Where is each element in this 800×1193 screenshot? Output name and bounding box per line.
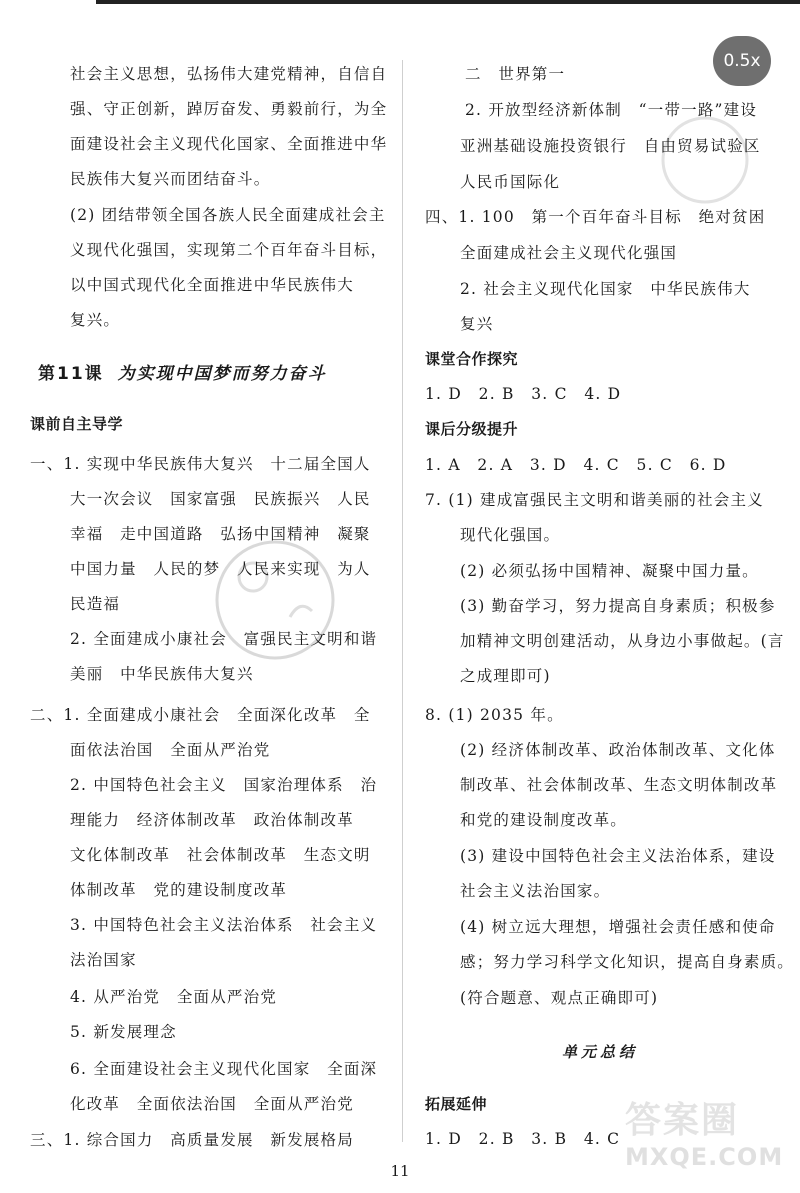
text-line: 民造福	[70, 595, 121, 613]
text-line: 4. 从严治党 全面从严治党	[70, 988, 278, 1006]
lesson-number: 第11课	[38, 364, 104, 384]
section-heading: 课堂合作探究	[425, 350, 519, 368]
lesson-heading	[38, 362, 375, 386]
text-line: (3) 勤奋学习，努力提高自身素质；积极参	[460, 597, 776, 615]
text-line: 人民币国际化	[460, 173, 561, 191]
text-line: (3) 建设中国特色社会主义法治体系，建设	[460, 847, 776, 865]
text-line: 美丽 中华民族伟大复兴	[70, 665, 254, 683]
text-line: 5. 新发展理念	[70, 1023, 177, 1041]
page-number: 11	[390, 1162, 410, 1180]
text-line: 体制改革 党的建设制度改革	[70, 881, 288, 899]
text-line: (2) 团结带领全国各族人民全面建成社会主	[70, 206, 386, 224]
text-line: 2. 社会主义现代化国家 中华民族伟大	[460, 280, 751, 298]
lesson-title: 为实现中国梦而努力奋斗	[117, 364, 327, 384]
section-heading: 课后分级提升	[425, 420, 519, 438]
text-line: 加精神文明创建活动，从身边小事做起。(言	[460, 632, 785, 650]
text-line: 复兴	[460, 315, 494, 333]
column-divider	[402, 60, 403, 1142]
text-line: (4) 树立远大理想，增强社会责任感和使命	[460, 918, 776, 936]
text-line: 现代化强国。	[460, 526, 561, 544]
text-line: 制改革、社会体制改革、生态文明体制改革	[460, 776, 778, 794]
text-line: 亚洲基础设施投资银行 自由贸易试验区	[460, 137, 761, 155]
text-line: 6. 全面建设社会主义现代化国家 全面深	[70, 1060, 378, 1078]
text-line: (2) 必须弘扬中国精神、凝聚中国力量。	[460, 562, 759, 580]
text-line: 化改革 全面依法治国 全面从严治党	[70, 1095, 354, 1113]
text-line: 民族伟大复兴而团结奋斗。	[70, 170, 271, 188]
text-line: 面依法治国 全面从严治党	[70, 741, 271, 759]
text-line: 文化体制改革 社会体制改革 生态文明	[70, 846, 371, 864]
text-line: 三、1. 综合国力 高质量发展 新发展格局	[30, 1131, 354, 1149]
text-line: 以中国式现代化全面推进中华民族伟大	[70, 276, 354, 294]
text-line: 之成理即可)	[460, 667, 551, 685]
text-line: 四、1. 100 第一个百年奋斗目标 绝对贫困	[425, 208, 766, 226]
unit-summary-heading: 单元总结	[561, 1043, 638, 1061]
text-line: 一、1. 实现中华民族伟大复兴 十二届全国人	[30, 455, 371, 473]
text-line: 二 世界第一	[465, 65, 566, 83]
text-line: 8. (1) 2035 年。	[425, 706, 564, 724]
text-line: 社会主义思想，弘扬伟大建党精神，自信自	[70, 65, 388, 83]
answer-line: 1. D 2. B 3. B 4. C	[425, 1130, 621, 1148]
text-line: 二、1. 全面建成小康社会 全面深化改革 全	[30, 706, 371, 724]
text-line: 3. 中国特色社会主义法治体系 社会主义	[70, 916, 378, 934]
zoom-level-label: 0.5x	[723, 51, 761, 71]
text-line: 幸福 走中国道路 弘扬中国精神 凝聚	[70, 525, 371, 543]
section-heading: 拓展延伸	[425, 1095, 488, 1113]
text-line: 法治国家	[70, 951, 137, 969]
text-line: 7. (1) 建成富强民主文明和谐美丽的社会主义	[425, 491, 764, 509]
text-line: 中国力量 人民的梦 人民来实现 为人	[70, 560, 371, 578]
text-line: 2. 中国特色社会主义 国家治理体系 治	[70, 776, 378, 794]
text-line: 社会主义法治国家。	[460, 882, 611, 900]
section-heading: 课前自主导学	[30, 415, 124, 433]
text-line: 和党的建设制度改革。	[460, 811, 628, 829]
answer-line: 1. A 2. A 3. D 4. C 5. C 6. D	[425, 456, 727, 474]
watermark-seal-icon-2	[650, 105, 760, 215]
text-line: (2) 经济体制改革、政治体制改革、文化体	[460, 741, 776, 759]
text-line: 面建设社会主义现代化国家、全面推进中华	[70, 135, 388, 153]
text-line: 强、守正创新，踔厉奋发、勇毅前行，为全	[70, 100, 388, 118]
text-line: 2. 全面建成小康社会 富强民主文明和谐	[70, 630, 378, 648]
text-line: 义现代化强国，实现第二个百年奋斗目标，	[70, 241, 388, 259]
text-line: 2. 开放型经济新体制 “一带一路”建设	[465, 101, 758, 119]
text-line: 复兴。	[70, 311, 121, 329]
top-rule	[96, 0, 800, 4]
text-line: 感；努力学习科学文化知识，提高自身素质。	[460, 953, 795, 971]
watermark-logo: 答案圈 MXQE.COM	[625, 1100, 784, 1171]
text-line: (符合题意、观点正确即可)	[460, 989, 659, 1007]
text-line: 全面建成社会主义现代化强国	[460, 244, 678, 262]
text-line: 理能力 经济体制改革 政治体制改革	[70, 811, 354, 829]
text-line: 大一次会议 国家富强 民族振兴 人民	[70, 490, 371, 508]
answer-line: 1. D 2. B 3. C 4. D	[425, 385, 622, 403]
